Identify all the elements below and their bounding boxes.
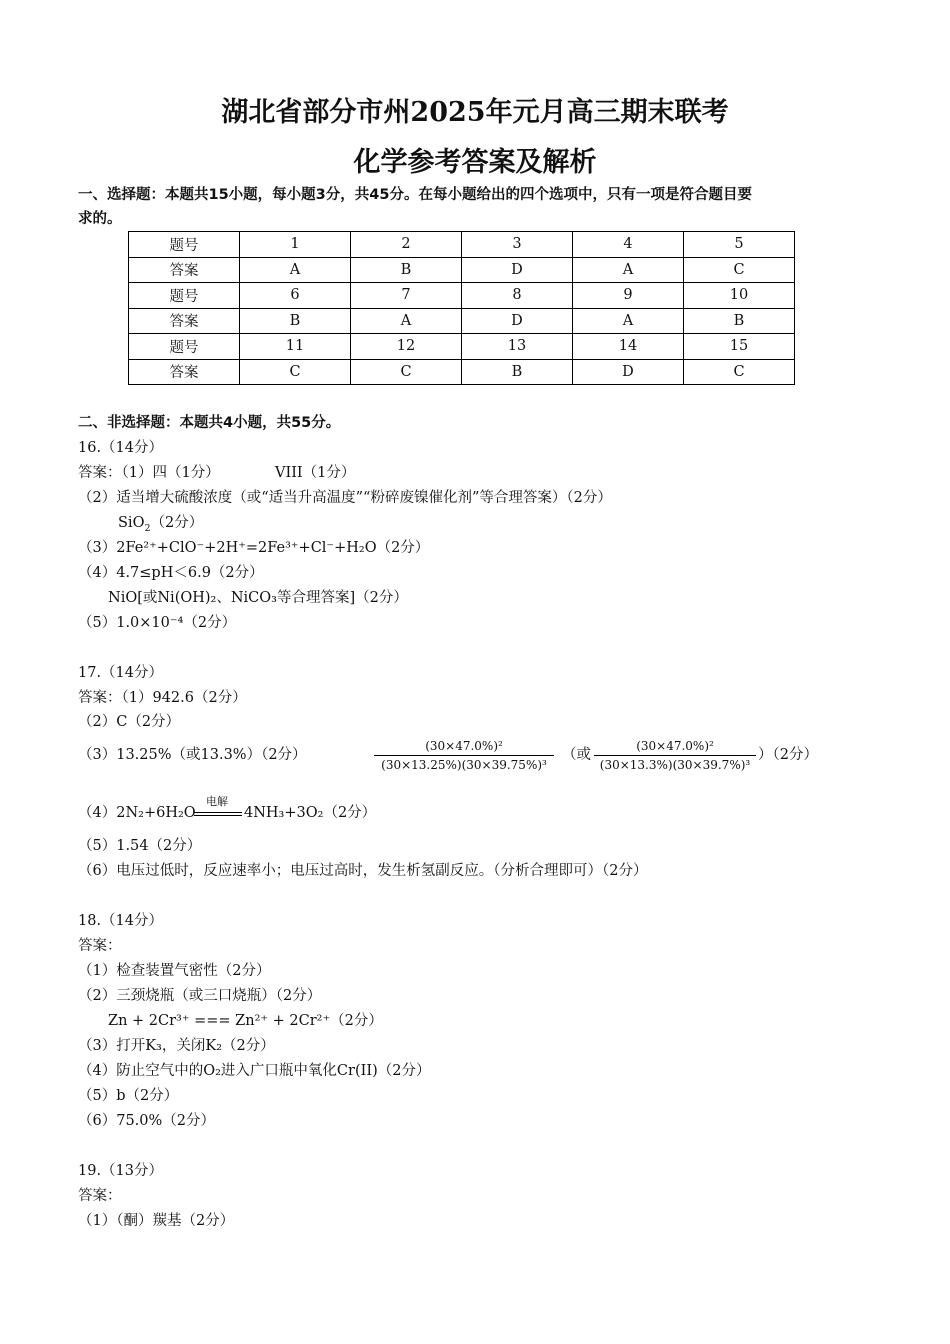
table-cell: C [351,359,462,385]
q17-fraction-1 [374,739,554,772]
answer-table-row [129,308,795,334]
answer-table-row [129,257,795,283]
table-cell: 7 [351,283,462,309]
q16-answer-4b: NiO[或Ni(OH)₂、NiCO₃等合理答案]（2分） [108,590,408,606]
section1-line1: 一、选择题：本题共15小题，每小题3分，共45分。在每小题给出的四个选项中，只有一项是符合题目要 [78,187,752,203]
q18-answer-1: （1）检查装置气密性（2分） [78,963,271,979]
q17-answer-5: （5）1.54（2分） [78,838,202,854]
q16-answer-1b: VIII（1分） [275,465,356,481]
table-row-header: 题号 [129,334,240,360]
q17-answer-1: 答案：（1）942.6（2分） [78,690,247,706]
q18-answer-label: 答案： [78,938,122,954]
table-row-header: 答案 [129,308,240,334]
table-cell: C [240,359,351,385]
q17-reaction-arrow [194,812,242,816]
table-row-header: 答案 [129,359,240,385]
q17-electrolysis-label: 电解 [206,795,228,808]
table-cell: C [684,257,795,283]
table-cell: A [240,257,351,283]
q18-answer-2: （2）三颈烧瓶（或三口烧瓶）（2分） [78,988,322,1004]
table-cell: B [462,359,573,385]
table-cell: 15 [684,334,795,360]
table-cell: A [351,308,462,334]
table-row-header: 题号 [129,232,240,258]
table-cell: 3 [462,232,573,258]
q19-heading: 19.（13分） [78,1163,164,1179]
table-cell: 5 [684,232,795,258]
table-cell: C [684,359,795,385]
q17-fraction-2-denominator: (30×13.3%)(30×39.7%)³ [599,758,751,772]
q16-answer-1a: 答案：（1）四（1分） [78,465,220,481]
table-cell: D [573,359,684,385]
table-cell: B [240,308,351,334]
q16-sio2-sub: 2 [144,522,151,534]
table-cell: 1 [240,232,351,258]
q17-answer-4-right: 4NH₃+3O₂（2分） [244,805,377,821]
table-cell: B [684,308,795,334]
q18-answer-2b: Zn + 2Cr³⁺ === Zn²⁺ + 2Cr²⁺（2分） [108,1013,383,1029]
page-title: 湖北省部分市州2025年元月高三期末联考 [221,97,729,128]
page-subtitle: 化学参考答案及解析 [353,147,597,178]
q16-sio2-score: （2分） [150,515,204,531]
table-cell: 8 [462,283,573,309]
answer-table-row [129,359,795,385]
q16-answer-2b [118,513,203,533]
table-cell: B [351,257,462,283]
q18-answer-6: （6）75.0%（2分） [78,1113,216,1129]
table-cell: D [462,257,573,283]
q16-answer-2: （2）适当增大硫酸浓度（或“适当升高温度”“粉碎废镍催化剂”等合理答案）（2分） [78,490,612,506]
q17-answer-4-left: （4）2N₂+6H₂O [78,805,196,821]
q16-answer-3: （3）2Fe²⁺+ClO⁻+2H⁺=2Fe³⁺+Cl⁻+H₂O（2分） [78,540,430,556]
table-cell: 14 [573,334,684,360]
section1-line2: 求的。 [78,211,122,227]
q18-answer-5: （5）b（2分） [78,1088,179,1104]
table-cell: 11 [240,334,351,360]
table-cell: 6 [240,283,351,309]
table-cell: A [573,308,684,334]
section1-heading [78,183,878,231]
table-cell: 9 [573,283,684,309]
q19-answer-label: 答案： [78,1188,122,1204]
q18-answer-4: （4）防止空气中的O₂进入广口瓶中氧化Cr(II)（2分） [78,1063,431,1079]
q17-heading: 17.（14分） [78,665,164,681]
q17-or-open: （或 [562,747,591,763]
table-cell: A [573,257,684,283]
table-cell: 2 [351,232,462,258]
q19-answer-1: （1）（酮）羰基（2分） [78,1213,235,1229]
answer-table-row [129,283,795,309]
answer-table-row [129,334,795,360]
q16-answer-5: （5）1.0×10⁻⁴（2分） [78,615,237,631]
q17-answer-2: （2）C（2分） [78,714,181,730]
table-cell: 13 [462,334,573,360]
q16-answer-4: （4）4.7≤pH＜6.9（2分） [78,565,264,581]
q17-fraction-1-denominator: (30×13.25%)(30×39.75%)³ [381,758,547,772]
q16-sio2-text: SiO [118,515,145,531]
table-cell: D [462,308,573,334]
q17-answer-3: （3）13.25%（或13.3%）（2分） [78,747,307,763]
q18-heading: 18.（14分） [78,913,164,929]
table-row-header: 题号 [129,283,240,309]
table-cell: 12 [351,334,462,360]
answer-table-row [129,232,795,258]
table-cell: 10 [684,283,795,309]
section2-heading: 二、非选择题：本题共4小题，共55分。 [78,415,341,431]
table-cell: 4 [573,232,684,258]
q17-fraction-2 [594,739,756,772]
q17-answer-6: （6）电压过低时，反应速率小；电压过高时，发生析氢副反应。（分析合理即可）（2分） [78,863,648,879]
q17-fraction-2-numerator: (30×47.0%)² [636,739,714,753]
answer-table [128,231,795,385]
table-row-header: 答案 [129,257,240,283]
q17-or-close: ）（2分） [758,747,818,763]
q18-answer-3: （3）打开K₃，关闭K₂（2分） [78,1038,275,1054]
q17-fraction-1-numerator: (30×47.0%)² [425,739,503,753]
q16-heading: 16.（14分） [78,440,164,456]
